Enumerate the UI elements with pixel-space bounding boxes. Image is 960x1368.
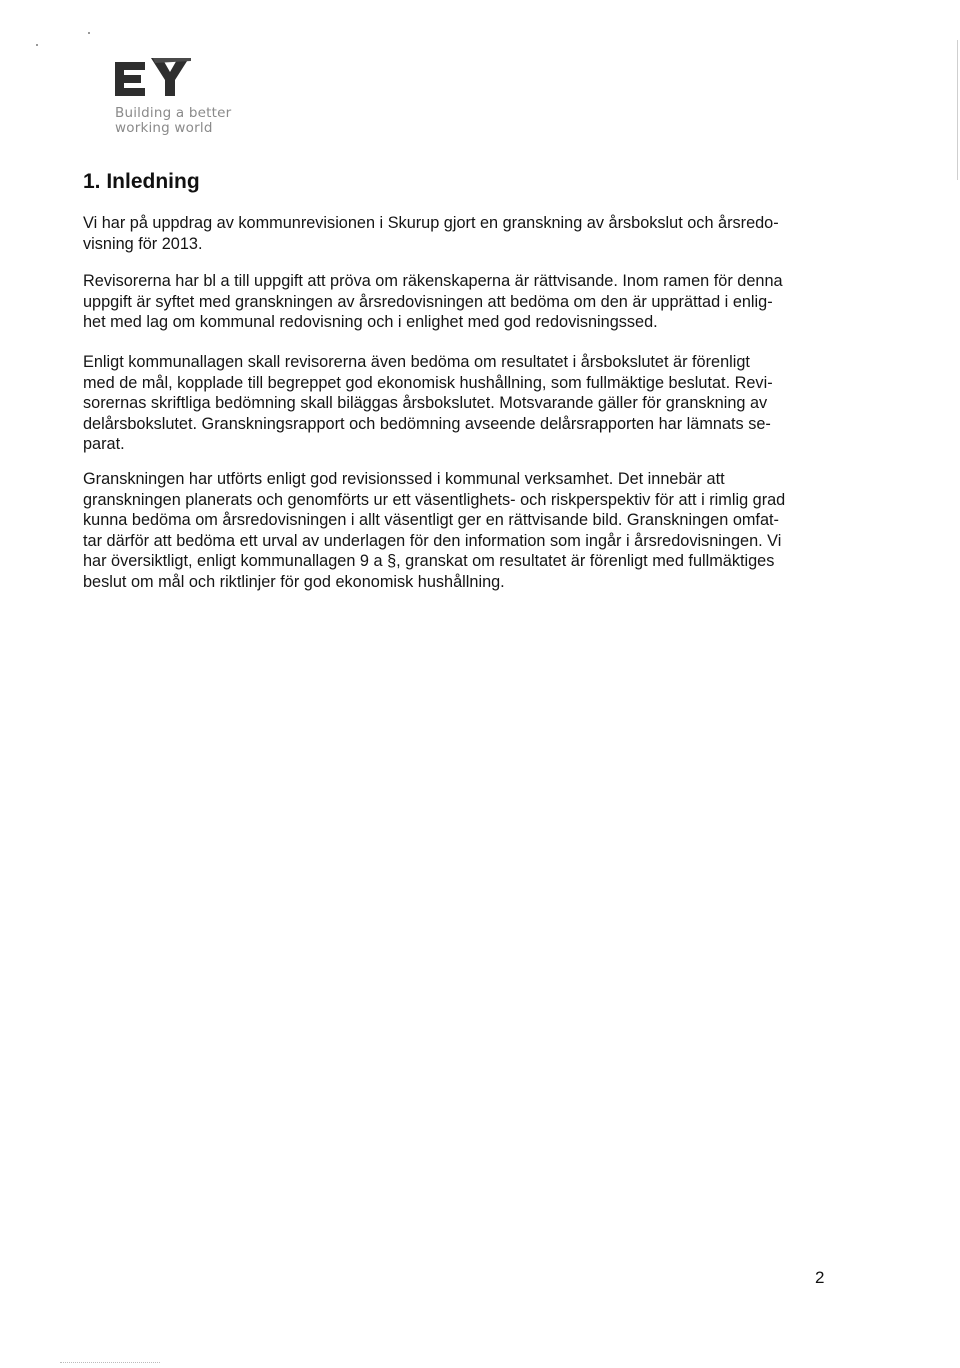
paragraph-line: granskningen planerats och genomförts ur ett väsentlighets- och riskperspektiv för att i rimlig grad bbox=[83, 490, 786, 509]
paragraph-line: uppgift är syftet med granskningen av årsredovisningen att bedöma om den är upprättad i enlig- bbox=[83, 292, 773, 311]
ey-logo-mark bbox=[115, 58, 195, 100]
paragraph-line: visning för 2013. bbox=[83, 234, 203, 253]
paragraph-line: delårsbokslutet. Granskningsrapport och bedömning avseende delårsrapporten har lämnats se- bbox=[83, 414, 771, 433]
paragraph-line: Vi har på uppdrag av kommunrevisionen i Skurup gjort en granskning av årsbokslut och årsredo- bbox=[83, 214, 779, 232]
paragraph-line: Revisorerna har bl a till uppgift att pröva om räkenskaperna är rättvisande. Inom ramen för denna bbox=[83, 272, 783, 290]
paragraph-line: med de mål, kopplade till begreppet god ekonomisk hushållning, som fullmäktige beslutat. Revi- bbox=[83, 373, 773, 392]
paragraph-line: het med lag om kommunal redovisning och i enlighet med god redovisningssed. bbox=[83, 313, 658, 331]
paragraph-line: parat. bbox=[83, 435, 125, 453]
paragraph-purpose bbox=[83, 271, 843, 333]
scan-bottom-marks bbox=[60, 1362, 160, 1365]
paragraph-line: tar därför att bedöma ett urval av underlagen för den information som ingår i årsredovisningen. Vi bbox=[83, 531, 782, 550]
paragraph-line: Enligt kommunallagen skall revisorerna även bedöma om resultatet i årsbokslutet är förenligt bbox=[83, 353, 750, 371]
paragraph-line: beslut om mål och riktlinjer för god ekonomisk hushållning. bbox=[83, 572, 505, 591]
paragraph-line: sorernas skriftliga bedömning skall biläggas årsbokslutet. Motsvarande gäller för granskning av bbox=[83, 394, 768, 412]
page-number: 2 bbox=[815, 1268, 825, 1287]
paragraph-line: har översiktligt, enligt kommunallagen 9 a §, granskat om resultatet är förenligt med fullmäktiges bbox=[83, 552, 775, 570]
brand-tagline bbox=[115, 106, 231, 136]
paragraph-intro bbox=[83, 213, 843, 254]
scan-edge-line bbox=[957, 40, 958, 180]
scan-speck bbox=[88, 32, 90, 34]
tagline-line-1: Building a better bbox=[115, 105, 232, 121]
scan-speck bbox=[36, 44, 38, 46]
paragraph-audit-method bbox=[83, 469, 843, 592]
section-heading: 1. Inledning bbox=[83, 170, 200, 193]
paragraph-line: Granskningen har utförts enligt god revisionssed i kommunal verksamhet. Det innebär att bbox=[83, 470, 725, 488]
tagline-line-2: working world bbox=[115, 120, 213, 136]
paragraph-line: kunna bedöma om årsredovisningen i allt väsentligt ger en rättvisande bild. Granskningen omfat- bbox=[83, 511, 779, 529]
paragraph-municipal-law bbox=[83, 352, 843, 455]
